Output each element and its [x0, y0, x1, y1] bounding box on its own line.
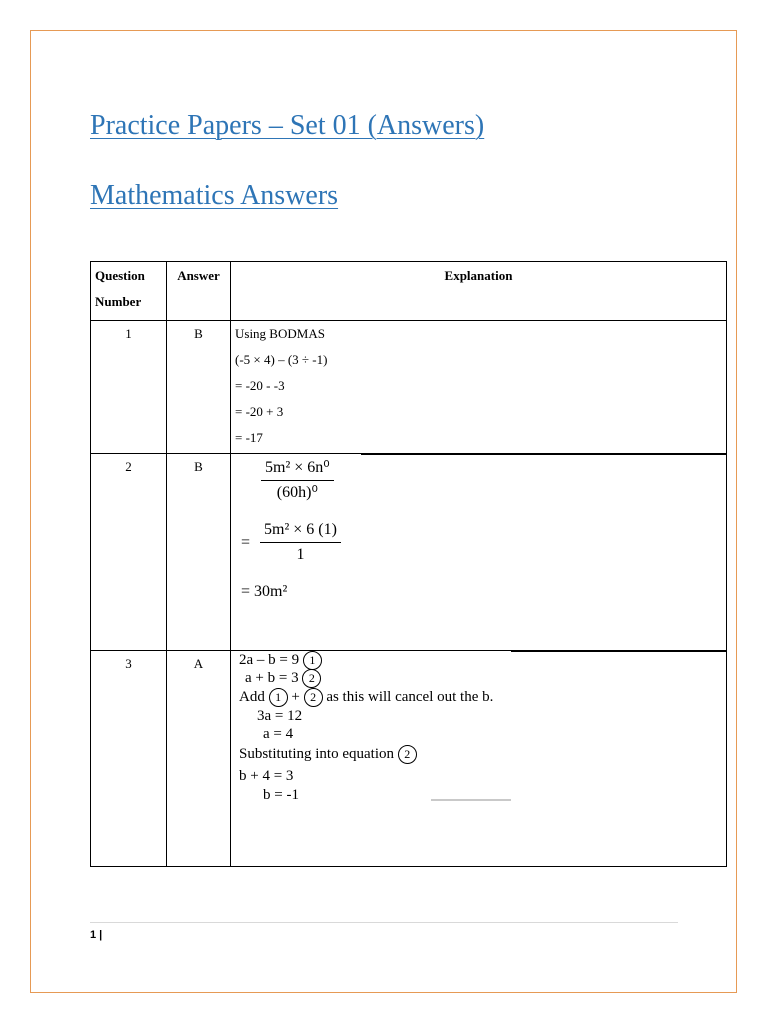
- circled-number: 2: [302, 669, 321, 688]
- circled-number: 2: [304, 688, 323, 707]
- fraction-denominator: 1: [296, 546, 305, 563]
- explanation: [231, 651, 727, 867]
- substitution-label: Substituting into equation: [239, 746, 395, 762]
- table-row: [91, 454, 727, 651]
- add-explanation: as this will cancel out the b.: [326, 689, 494, 705]
- circled-number: 1: [269, 688, 288, 707]
- add-label: Add: [239, 689, 265, 705]
- circled-number: 2: [398, 745, 417, 764]
- fraction-numerator: 5m² × 6n⁰: [261, 458, 334, 481]
- scan-artifact: [431, 799, 511, 801]
- question-number: 2: [91, 454, 167, 651]
- header-question-line1: Question: [95, 268, 145, 283]
- answer-letter: A: [167, 651, 231, 867]
- circled-number: 1: [303, 651, 322, 670]
- table-row: [91, 321, 727, 454]
- fraction: [261, 458, 334, 502]
- answers-table: [90, 261, 727, 867]
- answer-letter: B: [167, 321, 231, 454]
- question-number: 3: [91, 651, 167, 867]
- row-divider: [361, 454, 726, 455]
- page-title: Practice Papers – Set 01 (Answers): [90, 110, 485, 141]
- header-question-line2: Number: [95, 294, 142, 309]
- explanation-line: = -20 + 3: [235, 404, 284, 419]
- page-number: 1 |: [90, 929, 103, 941]
- explanation-line: (-5 × 4) – (3 ÷ -1): [235, 352, 328, 367]
- step: a = 4: [263, 726, 294, 742]
- fraction-numerator: 5m² × 6 (1): [260, 520, 341, 543]
- step: b + 4 = 3: [239, 768, 294, 784]
- explanation-line: = -17: [235, 430, 263, 445]
- fraction: [260, 520, 341, 564]
- explanation: [231, 454, 727, 651]
- step: 3a = 12: [257, 708, 303, 724]
- page-subtitle: Mathematics Answers: [90, 180, 339, 211]
- step: b = -1: [263, 787, 299, 803]
- header-answer: Answer: [167, 262, 231, 321]
- plus-sign: +: [291, 689, 300, 705]
- header-explanation: Explanation: [231, 262, 727, 321]
- equation-1: 2a – b = 9: [239, 652, 300, 668]
- explanation-line: = -20 - -3: [235, 378, 285, 393]
- equals-sign: =: [241, 533, 251, 551]
- explanation-line: Using BODMAS: [235, 326, 325, 341]
- table-header-row: [91, 262, 727, 321]
- row-divider: [511, 651, 726, 652]
- header-question: [91, 262, 167, 321]
- question-number: 1: [91, 321, 167, 454]
- answer-letter: B: [167, 454, 231, 651]
- table-row: [91, 651, 727, 867]
- explanation: [231, 321, 727, 454]
- equation-2: a + b = 3: [245, 670, 299, 686]
- fraction-denominator: (60h)⁰: [276, 484, 318, 501]
- result: = 30m²: [241, 583, 288, 600]
- footer-divider: [90, 922, 678, 923]
